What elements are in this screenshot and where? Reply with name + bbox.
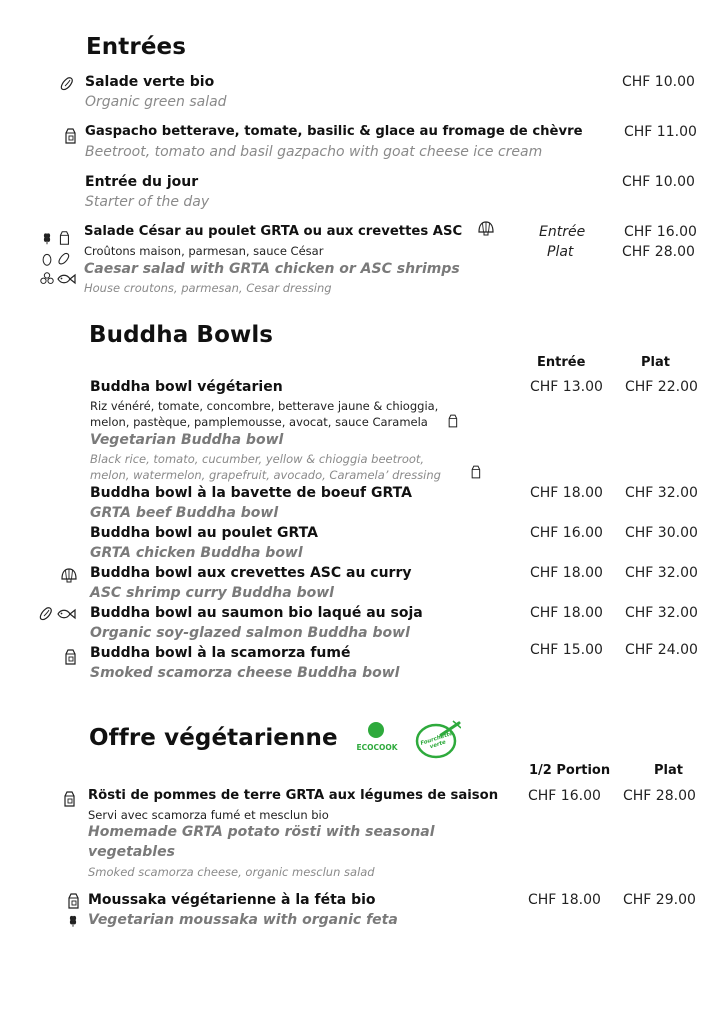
fourchette-verte-text: Fourchette verte bbox=[419, 730, 454, 751]
shell-icon bbox=[477, 219, 495, 237]
item-name: Buddha bowl à la scamorza fumé bbox=[90, 645, 351, 661]
column-header-entree: Entrée bbox=[537, 355, 586, 370]
item-description: Riz vénéré, tomate, concombre, betterave jaune & chioggia, bbox=[90, 399, 439, 413]
shell-icon bbox=[60, 566, 78, 584]
item-description: Servi avec scamorza fumé et mesclun bio bbox=[88, 808, 329, 822]
item-english-description: Black rice, tomato, cucumber, yellow & chioggia beetroot, bbox=[90, 452, 425, 466]
section-title-vegetarian: Offre végétarienne bbox=[89, 725, 338, 751]
item-name: Rösti de pommes de terre GRTA aux légumes de saison bbox=[88, 788, 499, 803]
item-english: Vegetarian moussaka with organic feta bbox=[88, 912, 398, 928]
item-price: CHF 28.00 bbox=[622, 244, 695, 260]
item-name: Buddha bowl végétarien bbox=[90, 379, 283, 395]
milk-carton-icon bbox=[64, 892, 82, 910]
item-description: melon, pastèque, pamplemousse, avocat, sauce Caramela bbox=[90, 415, 428, 429]
item-name: Salade verte bio bbox=[85, 74, 215, 90]
item-english: Vegetarian Buddha bowl bbox=[90, 432, 284, 448]
milk-carton-icon bbox=[56, 230, 72, 246]
item-english: Caesar salad with GRTA chicken or ASC shrimps bbox=[84, 261, 460, 277]
milk-carton-icon bbox=[61, 127, 79, 145]
item-description: Croûtons maison, parmesan, sauce César bbox=[84, 244, 324, 258]
item-price: CHF 10.00 bbox=[622, 74, 695, 90]
item-name: Salade César au poulet GRTA ou aux crevettes ASC bbox=[84, 224, 463, 239]
section-title-entrees: Entrées bbox=[86, 34, 187, 60]
item-price: CHF 18.00 bbox=[530, 565, 603, 581]
item-price: CHF 16.00 bbox=[528, 788, 601, 804]
item-english: Organic soy-glazed salmon Buddha bowl bbox=[90, 625, 410, 641]
item-price: CHF 32.00 bbox=[625, 485, 698, 501]
item-english: GRTA beef Buddha bowl bbox=[90, 505, 279, 521]
item-name: Buddha bowl au poulet GRTA bbox=[90, 525, 318, 541]
fish-icon bbox=[56, 271, 76, 287]
item-price: CHF 30.00 bbox=[625, 525, 698, 541]
item-english: Organic green salad bbox=[85, 94, 227, 110]
milk-carton-icon bbox=[445, 413, 460, 429]
cucumber-icon bbox=[55, 251, 73, 267]
item-price: CHF 24.00 bbox=[625, 642, 698, 658]
item-price: CHF 15.00 bbox=[530, 642, 603, 658]
portion-label-plat: Plat bbox=[547, 244, 574, 260]
wheat-icon bbox=[66, 912, 80, 929]
item-price: CHF 28.00 bbox=[623, 788, 696, 804]
ecocook-badge-icon bbox=[368, 722, 384, 738]
item-price: CHF 13.00 bbox=[530, 379, 603, 395]
cucumber-icon bbox=[37, 605, 55, 623]
item-name: Gaspacho betterave, tomate, basilic & glace au fromage de chèvre bbox=[85, 124, 583, 139]
column-header-plat: Plat bbox=[641, 355, 670, 370]
item-price: CHF 29.00 bbox=[623, 892, 696, 908]
column-header-plat: Plat bbox=[654, 763, 683, 778]
item-english: ASC shrimp curry Buddha bowl bbox=[90, 585, 334, 601]
item-english-description: House croutons, parmesan, Cesar dressing bbox=[84, 281, 332, 295]
item-english: Smoked scamorza cheese Buddha bowl bbox=[90, 665, 400, 681]
cucumber-icon bbox=[58, 75, 76, 93]
ecocook-logo-text: ECOCOOK bbox=[356, 743, 398, 752]
item-english-description: melon, watermelon, grapefruit, avocado, Caramela’ dressing bbox=[90, 468, 441, 482]
wheat-icon bbox=[40, 230, 54, 246]
item-english: Beetroot, tomato and basil gazpacho with goat cheese ice cream bbox=[85, 144, 543, 160]
milk-carton-icon bbox=[61, 648, 79, 666]
fourchette-verte-logo bbox=[415, 719, 461, 759]
milk-carton-icon bbox=[468, 464, 483, 480]
item-name: Buddha bowl à la bavette de boeuf GRTA bbox=[90, 485, 412, 501]
portion-label-entree: Entrée bbox=[539, 224, 586, 240]
item-price: CHF 32.00 bbox=[625, 565, 698, 581]
item-name: Moussaka végétarienne à la féta bio bbox=[88, 892, 376, 908]
fish-icon bbox=[56, 606, 76, 622]
column-header-half-portion: 1/2 Portion bbox=[529, 763, 611, 778]
egg-icon bbox=[40, 251, 54, 267]
item-price: CHF 22.00 bbox=[625, 379, 698, 395]
item-english: Homemade GRTA potato rösti with seasonal bbox=[88, 824, 435, 840]
item-english: vegetables bbox=[88, 844, 175, 860]
item-price: CHF 18.00 bbox=[530, 485, 603, 501]
item-price: CHF 10.00 bbox=[622, 174, 695, 190]
item-price: CHF 16.00 bbox=[624, 224, 697, 240]
milk-carton-icon bbox=[60, 790, 78, 808]
item-price: CHF 11.00 bbox=[624, 124, 697, 140]
item-name: Buddha bowl au saumon bio laqué au soja bbox=[90, 605, 423, 621]
section-title-buddha-bowls: Buddha Bowls bbox=[89, 322, 274, 348]
item-english: GRTA chicken Buddha bowl bbox=[90, 545, 303, 561]
item-price: CHF 18.00 bbox=[528, 892, 601, 908]
item-name: Entrée du jour bbox=[85, 174, 199, 190]
item-name: Buddha bowl aux crevettes ASC au curry bbox=[90, 565, 412, 581]
ecocook-logo bbox=[355, 722, 399, 758]
item-english: Starter of the day bbox=[85, 194, 210, 210]
item-price: CHF 16.00 bbox=[530, 525, 603, 541]
item-price: CHF 18.00 bbox=[530, 605, 603, 621]
flower-icon bbox=[38, 271, 56, 287]
item-english-description: Smoked scamorza cheese, organic mesclun salad bbox=[88, 865, 375, 879]
item-price: CHF 32.00 bbox=[625, 605, 698, 621]
